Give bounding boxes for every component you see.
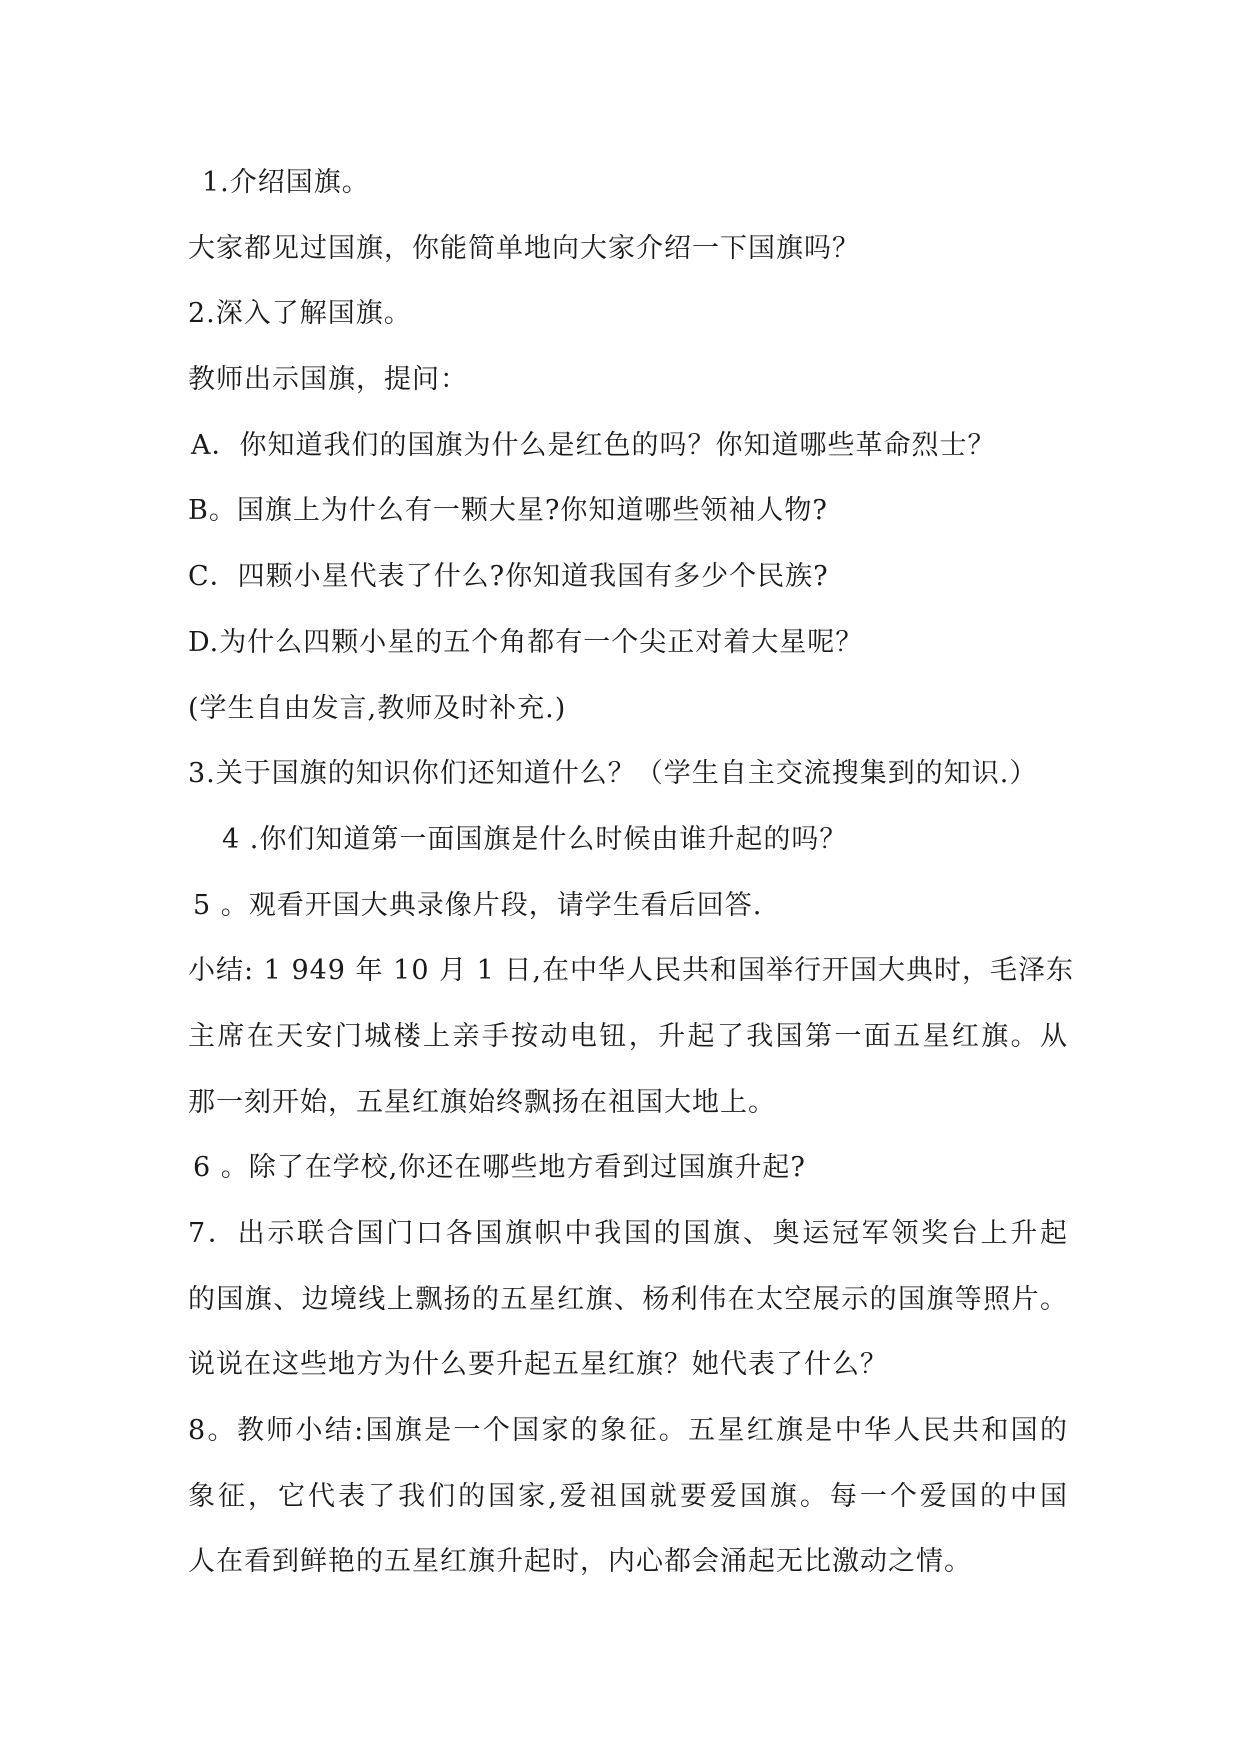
question-d: D.为什么四颗小星的五个角都有一个尖正对着大星呢？	[188, 626, 864, 658]
paragraph-line: 的国旗、边境线上飘扬的五星红旗、杨利伟在太空展示的国旗等照片。	[188, 1283, 1068, 1315]
paragraph-line: 人在看到鲜艳的五星红旗升起时，内心都会涌起无比激动之情。	[188, 1546, 972, 1578]
summary-line: 小结: 1 949 年 10 月 1 日,在中华人民共和国举行开国大典时，毛泽东	[188, 955, 1075, 987]
section-heading-5: 5 。观看开国大典录像片段，请学生看后回答.	[193, 889, 763, 921]
paragraph-line: 教师出示国旗，提问：	[188, 364, 468, 396]
section-heading-8: 8。教师小结:国旗是一个国家的象征。五星红旗是中华人民共和国的	[188, 1415, 1068, 1447]
section-heading-3: 3.关于国旗的知识你们还知道什么？（学生自主交流搜集到的知识.）	[188, 758, 1038, 790]
summary-line: 主席在天安门城楼上亲手按动电钮，升起了我国第一面五星红旗。从	[188, 1020, 1068, 1052]
section-heading-7: 7．出示联合国门口各国旗帜中我国的国旗、奥运冠军领奖台上升起	[188, 1218, 1068, 1249]
section-heading-2: 2.深入了解国旗。	[188, 298, 412, 330]
document-page	[188, 160, 1075, 1605]
question-a: A．你知道我们的国旗为什么是红色的吗？你知道哪些革命烈士？	[191, 429, 996, 461]
paragraph-line: 大家都见过国旗，你能简单地向大家介绍一下国旗吗？	[188, 232, 860, 264]
paragraph-line: 象征，它代表了我们的国家,爱祖国就要爱国旗。每一个爱国的中国	[188, 1480, 1068, 1512]
paragraph-line: (学生自由发言,教师及时补充.)	[188, 692, 567, 724]
paragraph-line: 说说在这些地方为什么要升起五星红旗？她代表了什么？	[188, 1349, 888, 1381]
question-c: C．四颗小星代表了什么?你知道我国有多少个民族?	[188, 561, 829, 593]
question-b: B。国旗上为什么有一颗大星?你知道哪些领袖人物?	[188, 495, 828, 527]
section-heading-6: 6 。除了在学校,你还在哪些地方看到过国旗升起?	[193, 1152, 806, 1184]
section-heading-4: 4 .你们知道第一面国旗是什么时候由谁升起的吗？	[222, 823, 848, 855]
section-heading-1: 1.介绍国旗。	[202, 167, 370, 198]
summary-line: 那一刻开始，五星红旗始终飘扬在祖国大地上。	[188, 1086, 776, 1118]
